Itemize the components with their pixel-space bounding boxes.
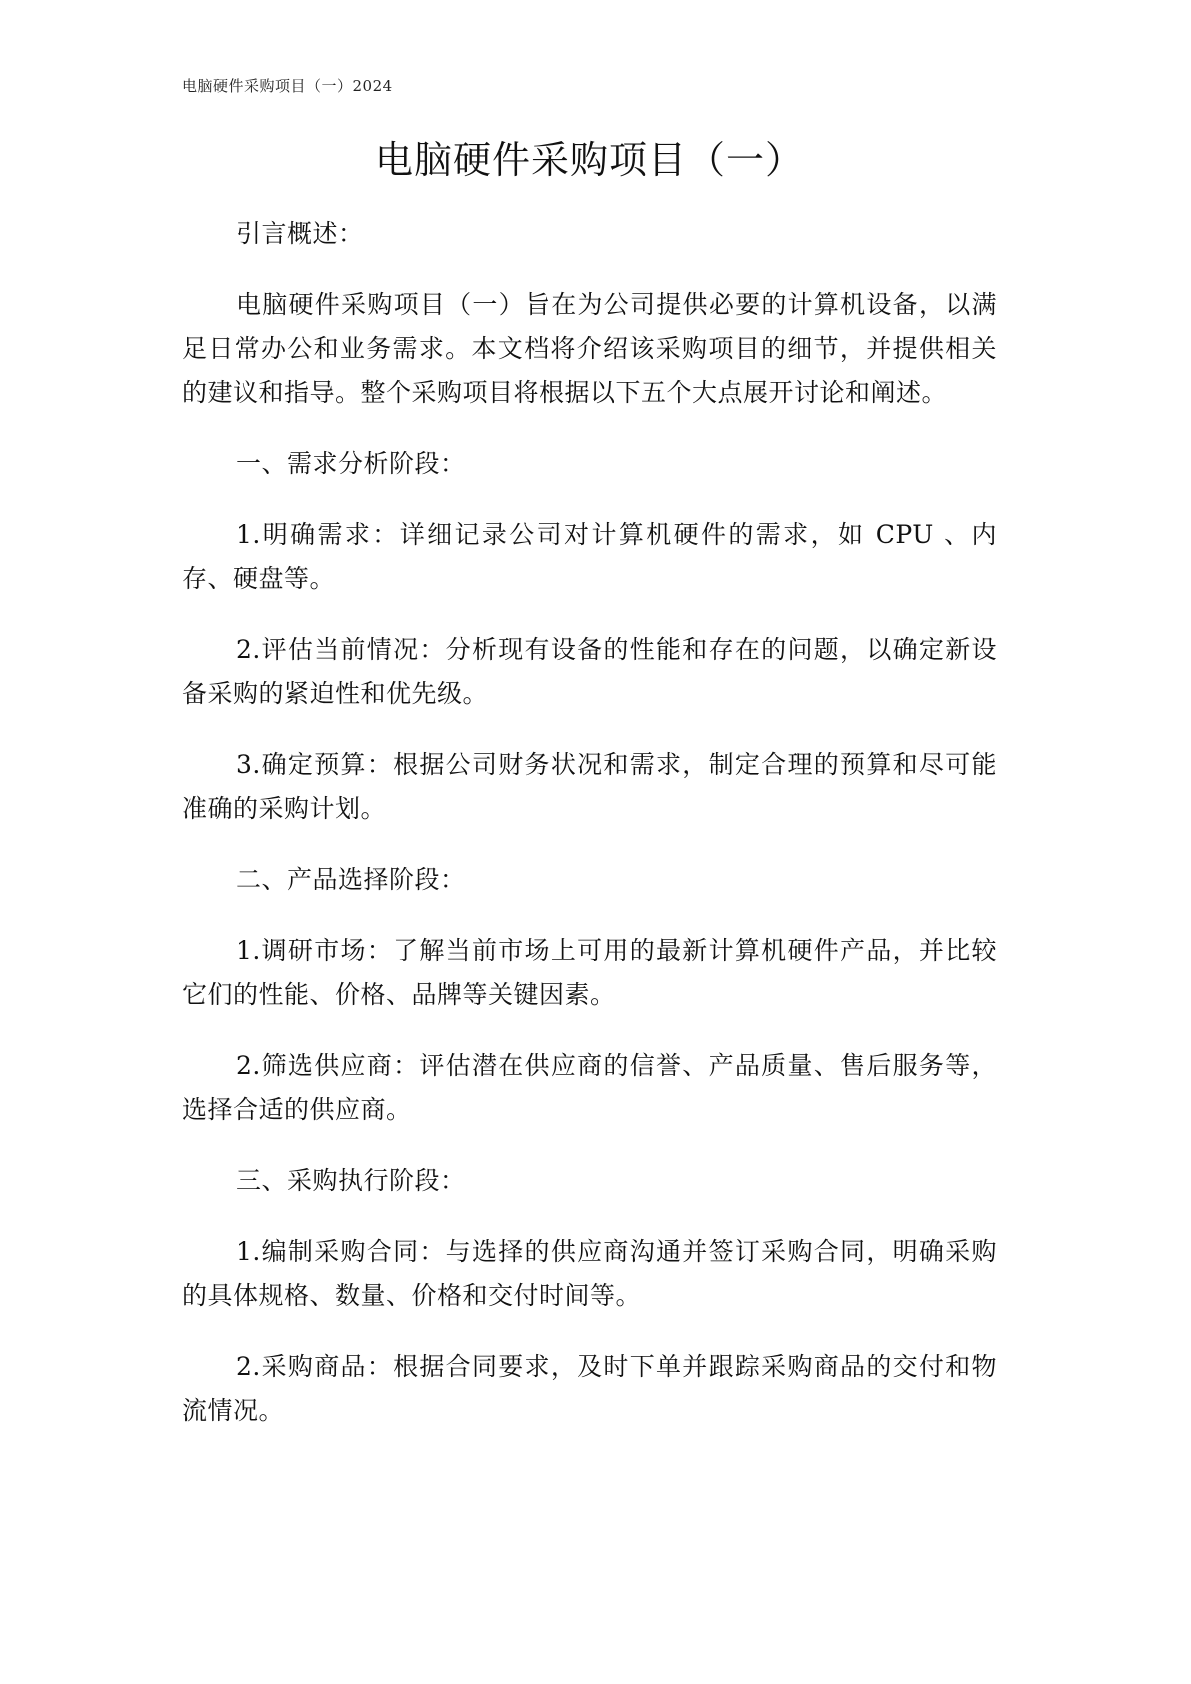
- section-1-item-1: 1.明确需求：详细记录公司对计算机硬件的需求，如 CPU 、内存、硬盘等。: [182, 520, 997, 593]
- intro-paragraph: 电脑硬件采购项目（一）旨在为公司提供必要的计算机设备，以满足日常办公和业务需求。本文档将介绍该采购项目的细节，并提供相关的建议和指导。整个采购项目将根据以下五个大点展开讨论和阐述。: [182, 290, 997, 407]
- section-1-item-3: 3.确定预算：根据公司财务状况和需求，制定合理的预算和尽可能准确的采购计划。: [182, 750, 997, 823]
- section-3-item-2: 2.采购商品：根据合同要求，及时下单并跟踪采购商品的交付和物流情况。: [182, 1352, 997, 1425]
- section-1-item-2: 2.评估当前情况：分析现有设备的性能和存在的问题，以确定新设备采购的紧迫性和优先级。: [182, 635, 997, 708]
- section-1-heading: 一、需求分析阶段：: [236, 449, 466, 478]
- intro-heading: 引言概述：: [236, 219, 364, 248]
- section-3-item-1: 1.编制采购合同：与选择的供应商沟通并签订采购合同，明确采购的具体规格、数量、价格和交付时间等。: [182, 1237, 997, 1310]
- section-2-heading: 二、产品选择阶段：: [236, 865, 466, 894]
- document-title: 电脑硬件采购项目（一）: [374, 138, 804, 182]
- section-3-heading: 三、采购执行阶段：: [236, 1166, 466, 1195]
- section-2-item-2: 2.筛选供应商：评估潜在供应商的信誉、产品质量、售后服务等，选择合适的供应商。: [182, 1051, 997, 1124]
- document-body: [182, 212, 997, 1460]
- section-2-item-1: 1.调研市场：了解当前市场上可用的最新计算机硬件产品，并比较它们的性能、价格、品牌等关键因素。: [182, 936, 997, 1009]
- running-header: 电脑硬件采购项目（一）2024: [182, 77, 393, 95]
